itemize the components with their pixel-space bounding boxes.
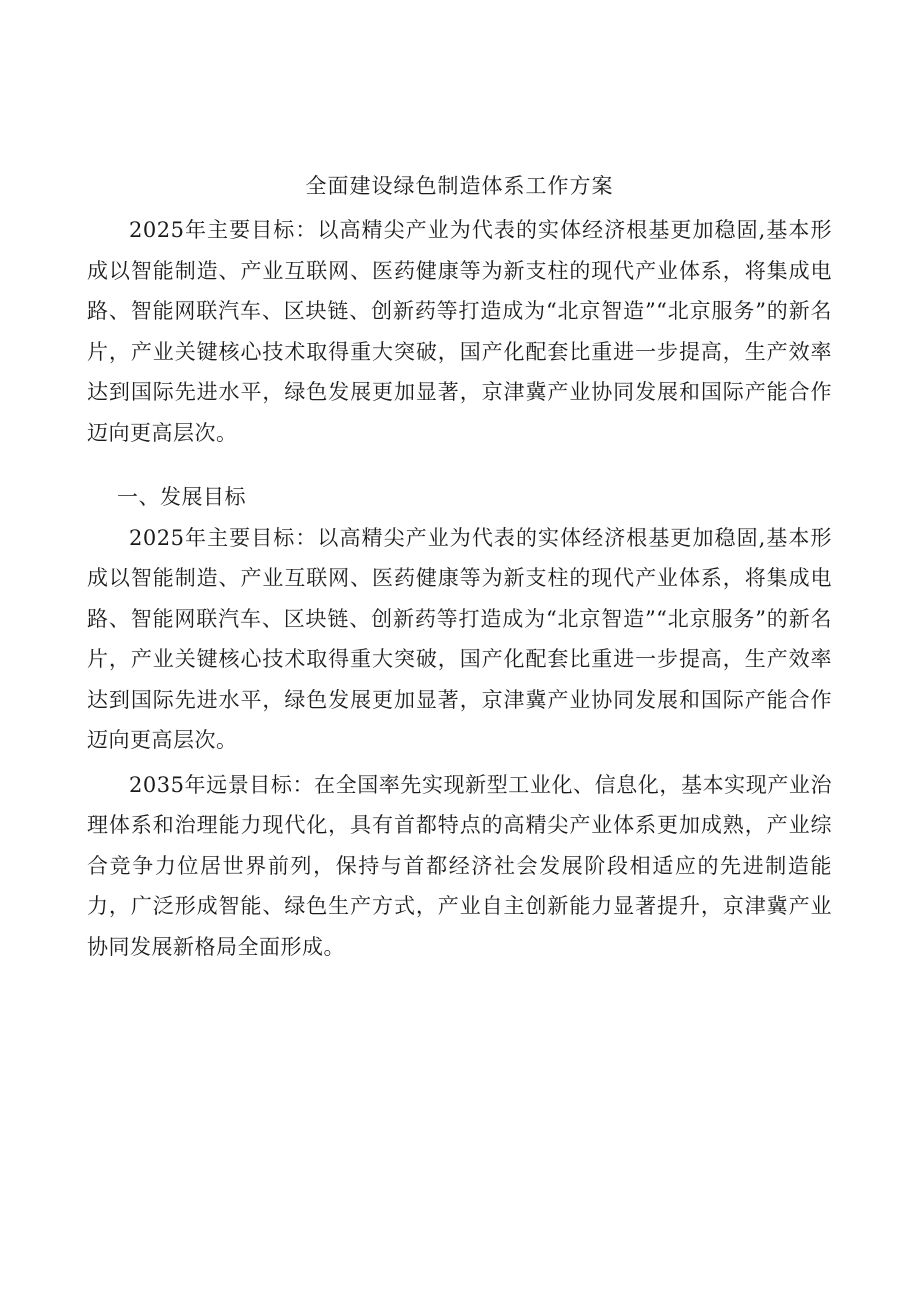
goal-2035-paragraph: 2035年远景目标：在全国率先实现新型工业化、信息化，基本实现产业治理体系和治理能力现代化，具有首都特点的高精尖产业体系更加成熟，产业综合竞争力位居世界前列，保持与首都经济社会发展阶段相适应的先进制造能力，广泛形成智能、绿色生产方式，产业自主创新能力显著提升，京津冀产业协同发展新格局全面形成。	[87, 772, 832, 959]
section-heading-development-goals: 一、发展目标	[117, 485, 246, 509]
document-body	[87, 170, 832, 967]
document-title: 全面建设绿色制造体系工作方案	[305, 174, 614, 198]
intro-paragraph: 2025年主要目标：以高精尖产业为代表的实体经济根基更加稳固,基本形成以智能制造、产业互联网、医药健康等为新支柱的现代产业体系，将集成电路、智能网联汽车、区块链、创新药等打造成为“北京智造”“北京服务”的新名片，产业关键核心技术取得重大突破，国产化配套比重进一步提高，生产效率达到国际先进水平，绿色发展更加显著，京津冀产业协同发展和国际产能合作迈向更高层次。	[87, 218, 832, 445]
goal-2025-paragraph: 2025年主要目标：以高精尖产业为代表的实体经济根基更加稳固,基本形成以智能制造、产业互联网、医药健康等为新支柱的现代产业体系，将集成电路、智能网联汽车、区块链、创新药等打造成为“北京智造”“北京服务”的新名片，产业关键核心技术取得重大突破，国产化配套比重进一步提高，生产效率达到国际先进水平，绿色发展更加显著，京津冀产业协同发展和国际产能合作迈向更高层次。	[87, 525, 832, 752]
